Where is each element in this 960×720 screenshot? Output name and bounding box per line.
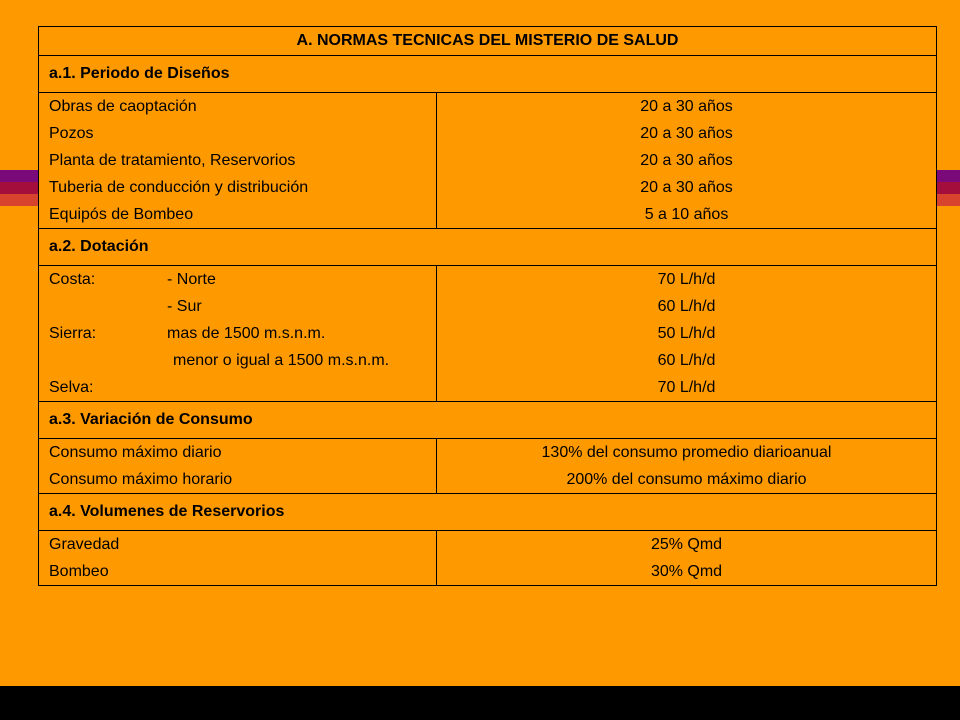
region-detail: - Sur (167, 298, 202, 315)
section-heading-allocation: a.2. Dotación (39, 229, 937, 266)
list-value: 60 L/h/d (657, 352, 716, 369)
list-value: 130% del consumo promedio diarioanual (541, 444, 832, 461)
stripe-purple (936, 170, 960, 182)
section-header-row (39, 229, 937, 266)
region-detail: mas de 1500 m.s.n.m. (167, 325, 326, 342)
section-heading-reservoirs: a.4. Volumenes de Reservorios (39, 494, 937, 531)
consumption-values (437, 439, 937, 494)
list-value: 60 L/h/d (657, 298, 716, 315)
list-value: 20 a 30 años (640, 152, 733, 169)
list-item (49, 266, 426, 293)
section-header-row (39, 402, 937, 439)
title-row (39, 27, 937, 56)
reservoir-items (39, 531, 437, 586)
list-value: 20 a 30 años (640, 179, 733, 196)
list-value: 50 L/h/d (657, 325, 716, 342)
list-item: Planta de tratamiento, Reservorios (49, 152, 296, 169)
list-item: Gravedad (49, 536, 120, 553)
list-item (49, 320, 426, 347)
design-period-items (39, 93, 437, 229)
section-heading-design-period: a.1. Periodo de Diseños (39, 56, 937, 93)
list-item (49, 374, 426, 401)
list-value: 20 a 30 años (640, 98, 733, 115)
reservoir-values (437, 531, 937, 586)
stripe-red (0, 194, 40, 206)
list-item: Consumo máximo horario (49, 471, 233, 488)
section-header-row (39, 494, 937, 531)
section-body-row (39, 266, 937, 402)
allocation-values (437, 266, 937, 402)
design-period-values (437, 93, 937, 229)
stripe-purple (0, 170, 40, 182)
list-value: 200% del consumo máximo diario (566, 471, 807, 488)
list-item: Consumo máximo diario (49, 444, 222, 461)
section-body-row (39, 531, 937, 586)
table-title: A. NORMAS TECNICAS DEL MISTERIO DE SALUD (39, 27, 937, 56)
list-value: 70 L/h/d (657, 379, 716, 396)
list-item: Tuberia de conducción y distribución (49, 179, 309, 196)
stripe-crimson (0, 182, 40, 194)
section-body-row (39, 93, 937, 229)
section-body-row (39, 439, 937, 494)
region-label: Selva: (49, 379, 94, 396)
list-value: 30% Qmd (650, 563, 723, 580)
section-heading-consumption: a.3. Variación de Consumo (39, 402, 937, 439)
list-item: Bombeo (49, 563, 109, 580)
region-label: Costa: (49, 271, 96, 288)
section-header-row (39, 56, 937, 93)
list-value: 25% Qmd (650, 536, 723, 553)
list-value: 5 a 10 años (644, 206, 729, 223)
consumption-items (39, 439, 437, 494)
list-item (49, 293, 426, 320)
stripe-crimson (936, 182, 960, 194)
stripe-red (936, 194, 960, 206)
region-label: Sierra: (49, 325, 97, 342)
footer-band (0, 686, 960, 720)
list-item (49, 347, 426, 374)
list-item: Pozos (49, 125, 94, 142)
list-value: 70 L/h/d (657, 271, 716, 288)
region-detail: - Norte (167, 271, 216, 288)
list-item: Equipós de Bombeo (49, 206, 194, 223)
allocation-items (39, 266, 437, 402)
region-detail: menor o igual a 1500 m.s.n.m. (173, 352, 390, 369)
list-item: Obras de caoptación (49, 98, 197, 115)
list-value: 20 a 30 años (640, 125, 733, 142)
norms-table (38, 26, 937, 586)
